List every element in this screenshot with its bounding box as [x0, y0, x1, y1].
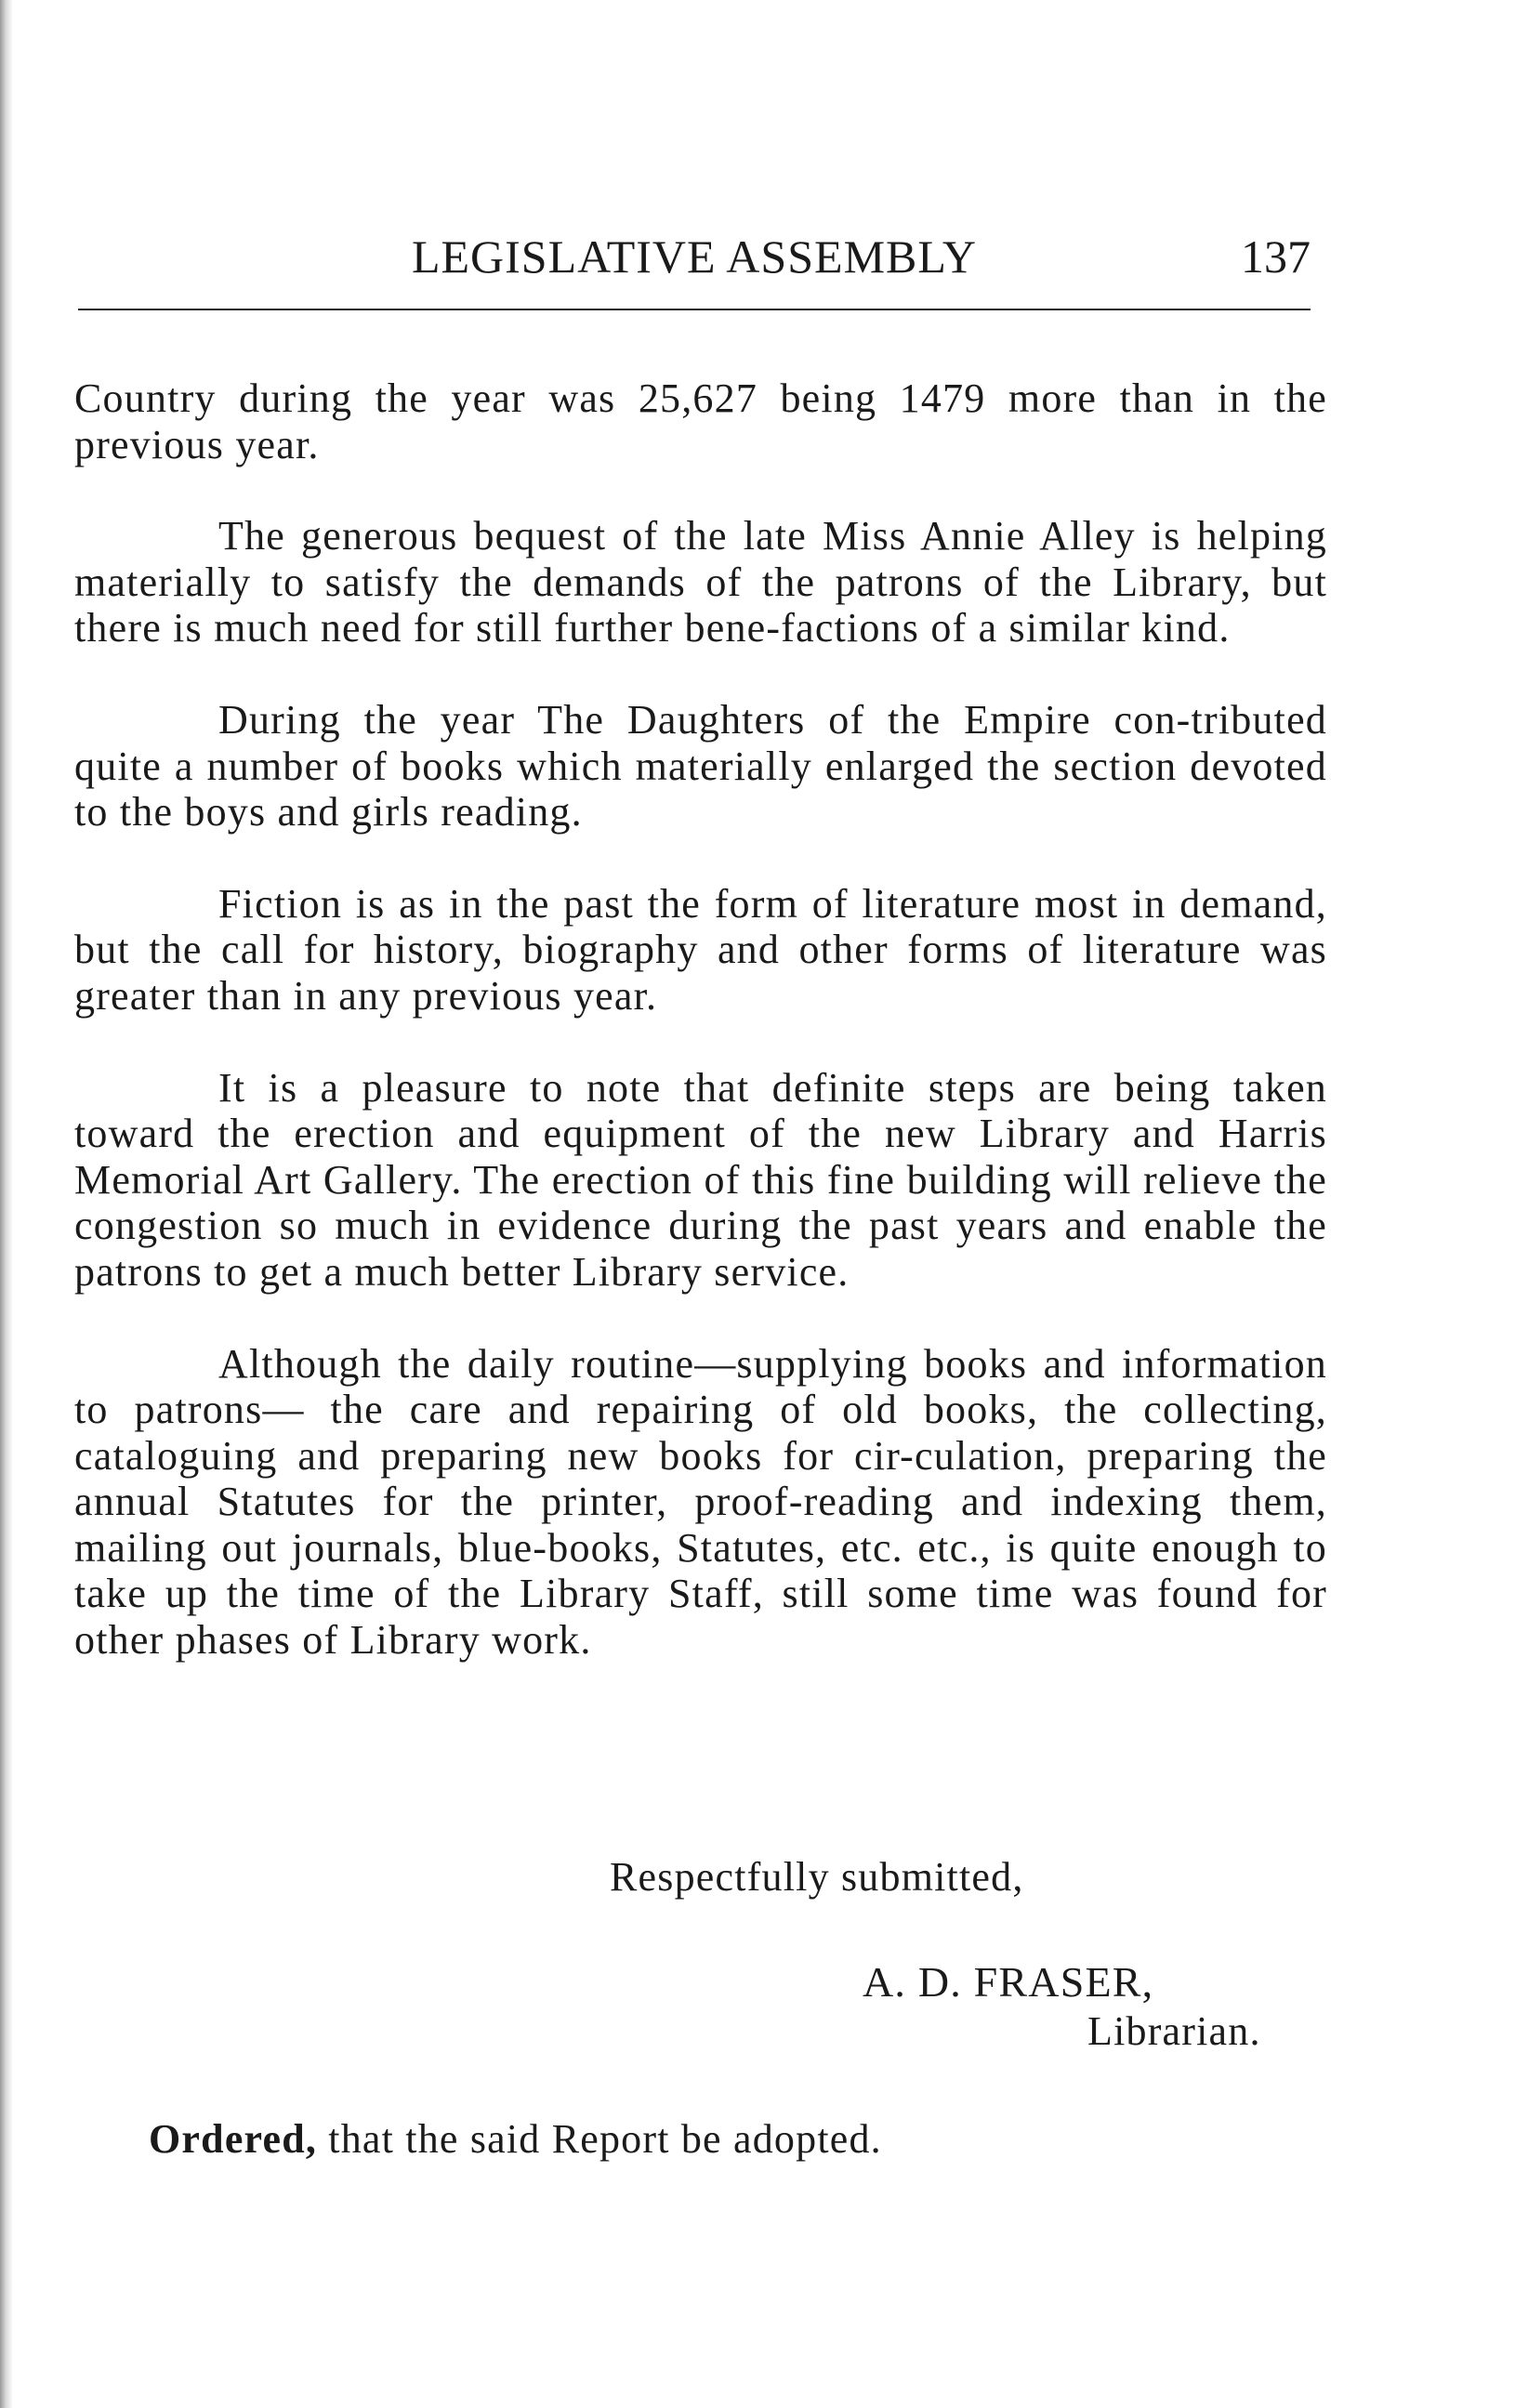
paragraph-2: The generous bequest of the late Miss Annie Alley is helping materially to satisfy the demands of the patrons of the Library, but there is much need for still further bene-factions of a similar kind.: [74, 513, 1327, 651]
header-title: LEGISLATIVE ASSEMBLY: [411, 230, 978, 283]
page-number: 137: [1241, 230, 1311, 283]
signer-name: A. D. FRASER,: [863, 1958, 1154, 2006]
paragraph-4: Fiction is as in the past the form of literature most in demand, but the call for history, biography and other forms of literature was greater than in any previous year.: [74, 880, 1327, 1019]
report-body: [74, 375, 1327, 1709]
paragraph-1: Country during the year was 25,627 being 1479 more than in the previous year.: [74, 375, 1327, 467]
signer-title: Librarian.: [1087, 2008, 1261, 2054]
closing-line: Respectfully submitted,: [610, 1854, 1024, 1900]
header-rule: [78, 309, 1311, 310]
ordered-word: Ordered,: [149, 2116, 318, 2162]
paragraph-5: It is a pleasure to note that definite steps are being taken toward the erection and equipment of the new Library and Harris Memorial Art Gallery. The erection of this fine building will relieve the congestion so much in evidence during the past years and enable the patrons to get a much better Library service.: [74, 1064, 1327, 1295]
scan-edge-shadow: [0, 0, 13, 2408]
order-text: that the said Report be adopted.: [317, 2116, 882, 2162]
running-header: [78, 229, 1311, 294]
order-line: [149, 2115, 882, 2163]
paragraph-6: Although the daily routine—supplying books and information to patrons— the care and repairing of old books, the collecting, cataloguing and preparing new books for cir-culation, preparing the annual Statutes for the printer, proof-reading and indexing them, mailing out journals, blue-books, Statutes, etc. etc., is quite enough to take up the time of the Library Staff, still some time was found for other phases of Library work.: [74, 1340, 1327, 1664]
paragraph-3: During the year The Daughters of the Empire con-tributed quite a number of books which materially enlarged the section devoted to the boys and girls reading.: [74, 696, 1327, 836]
